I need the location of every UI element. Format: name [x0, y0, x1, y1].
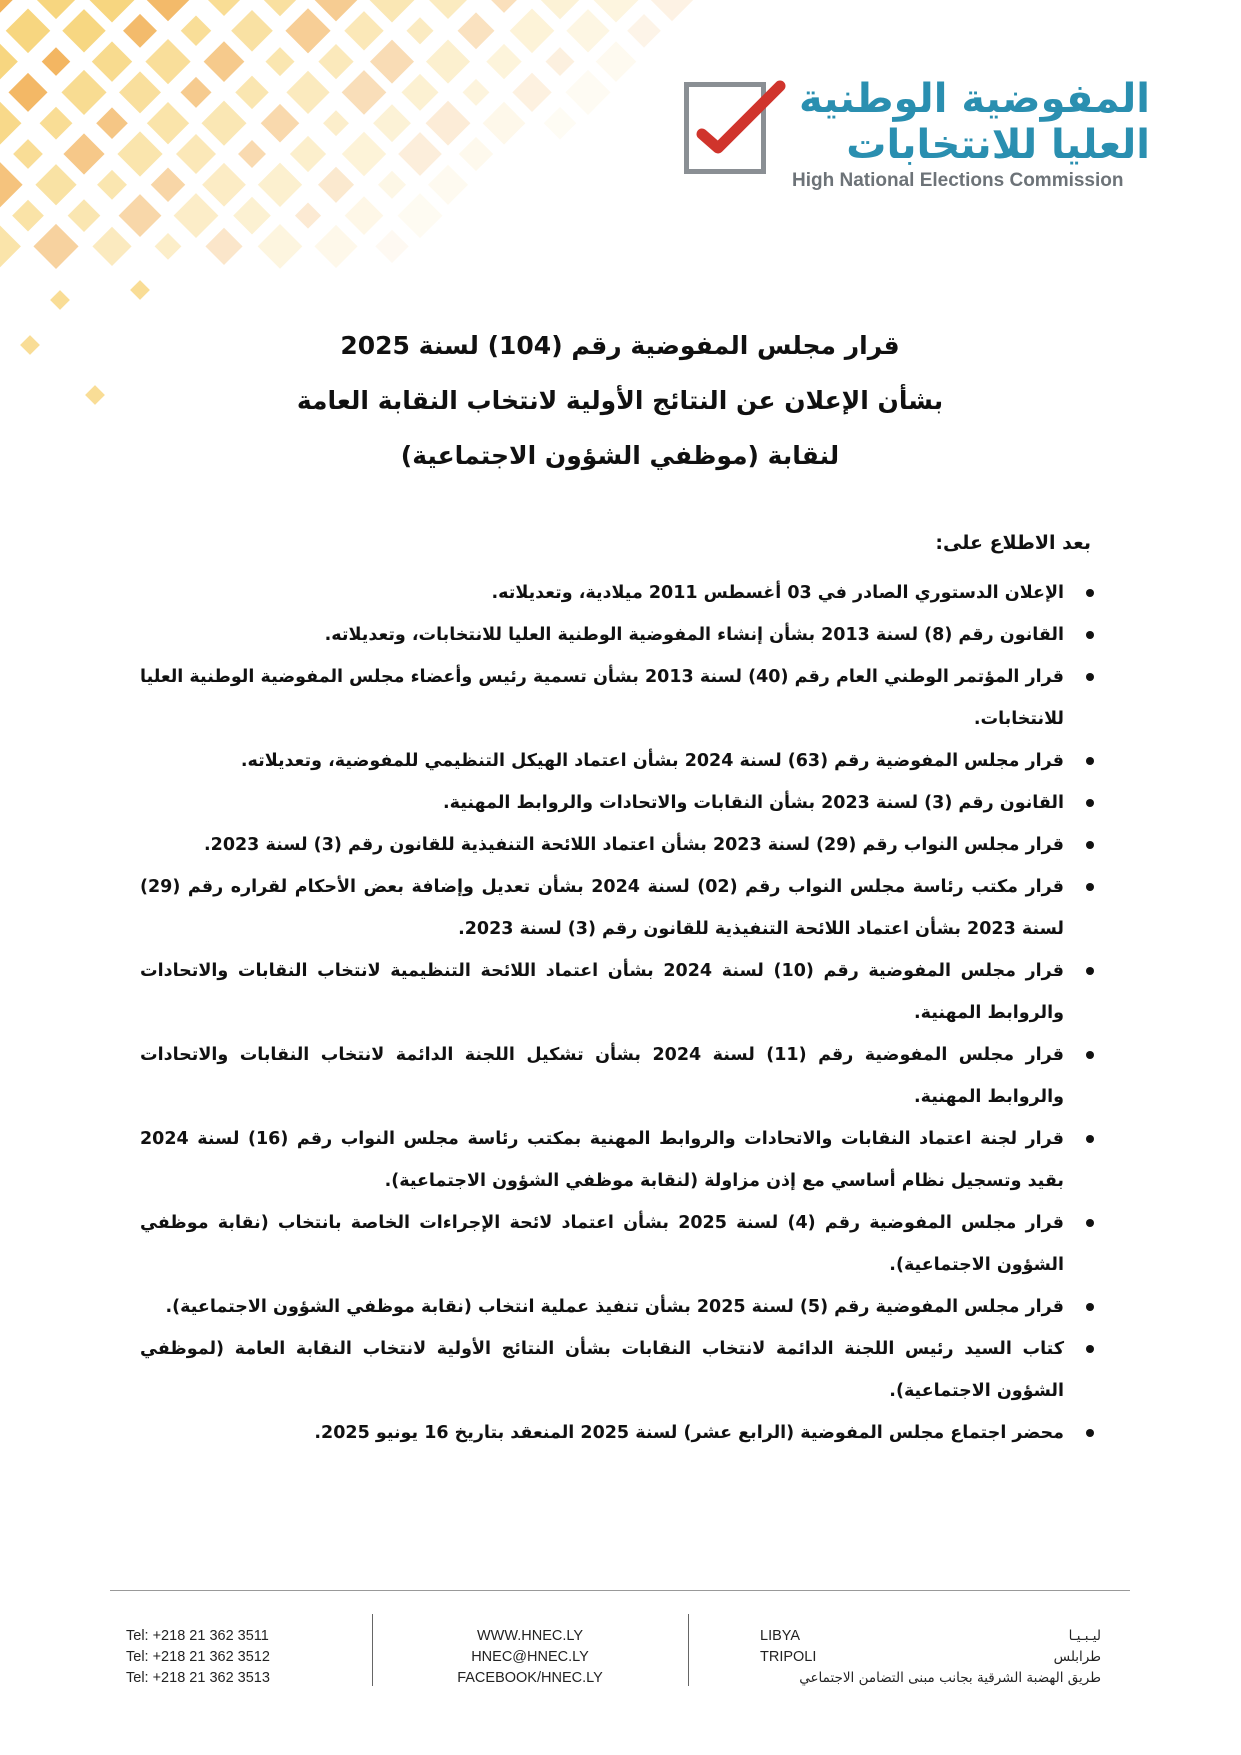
logo-english-name: High National Elections Commission: [792, 170, 1124, 191]
title-line-1: قرار مجلس المفوضية رقم (104) لسنة 2025: [340, 331, 900, 360]
decor-diamond: [130, 280, 150, 300]
website-link: WWW.HNEC.LY: [476, 1628, 584, 1644]
decor-diamond: [174, 193, 219, 238]
decor-diamond: [12, 200, 44, 232]
decor-diamond: [370, 0, 415, 22]
phone-number: Tel: +218 21 362 3513: [126, 1670, 270, 1686]
decor-diamond: [258, 163, 302, 207]
decor-diamond: [0, 162, 23, 207]
decor-diamond: [541, 0, 579, 19]
decor-diamond: [627, 14, 661, 48]
decor-diamond: [123, 14, 157, 48]
decor-diamond: [459, 137, 493, 171]
decor-diamond: [33, 224, 78, 269]
decor-diamond: [428, 165, 468, 205]
decor-diamond: [40, 107, 73, 140]
decor-diamond: [0, 225, 21, 267]
decor-diamond: [593, 0, 638, 23]
decor-diamond: [398, 132, 442, 176]
decor-diamond: [378, 171, 406, 199]
decor-diamond: [429, 0, 467, 19]
decor-diamond: [261, 104, 300, 143]
decor-diamond: [90, 0, 135, 22]
decor-diamond: [20, 335, 40, 355]
list-item: قرار مجلس المفوضية رقم (4) لسنة 2025 بشأن اعتماد لائحة الإجراءات الخاصة بانتخاب (نقابة موظفي الشؤون الاجتماعية).: [140, 1202, 1064, 1286]
decor-diamond: [0, 0, 13, 13]
title-line-3: لنقابة (موظفي الشؤون الاجتماعية): [400, 441, 840, 470]
decor-diamond: [181, 16, 212, 47]
address-country-ar: ليـبـيـا: [1068, 1628, 1101, 1644]
decor-diamond: [205, 228, 242, 265]
decor-diamond: [265, 47, 294, 76]
decor-diamond: [61, 70, 106, 115]
decor-diamond: [147, 102, 189, 144]
decor-diamond: [345, 196, 384, 235]
list-item: قرار مجلس النواب رقم (29) لسنة 2023 بشأن اعتماد اللائحة التنفيذية للقانون رقم (3) لسنة 2023.: [140, 824, 1064, 866]
hnec-logo: [680, 76, 1180, 196]
decor-diamond: [201, 101, 246, 146]
decor-diamond: [651, 0, 693, 21]
logo-line-1: المفوضية الوطنية: [799, 76, 1150, 122]
list-item: قرار مكتب رئاسة مجلس النواب رقم (02) لسنة 2024 بشأن تعديل وإضافة بعض الأحكام لقراره رقم (29) لسنة 2023 بشأن اعتماد اللائحة التنفيذية للقانون رقم (3) لسنة 2023.: [140, 866, 1064, 950]
decor-diamond: [344, 11, 383, 50]
decor-diamond: [318, 44, 353, 79]
decor-diamond: [544, 107, 577, 140]
decor-diamond: [318, 167, 354, 203]
decor-diamond: [286, 71, 329, 114]
decor-diamond: [314, 225, 357, 268]
decor-diamond: [546, 47, 575, 76]
address-city: TRIPOLI: [760, 1649, 817, 1665]
decor-diamond: [96, 107, 128, 139]
list-item: القانون رقم (3) لسنة 2023 بشأن النقابات والاتحادات والروابط المهنية.: [140, 782, 1064, 824]
decor-diamond: [342, 132, 386, 176]
decor-diamond: [315, 0, 358, 21]
decor-diamond: [596, 41, 637, 82]
footer-address-arabic: [799, 1626, 1101, 1689]
ballot-check-icon: [680, 76, 790, 176]
decor-diamond: [37, 0, 75, 19]
decor-diamond: [97, 170, 127, 200]
decor-diamond: [92, 227, 131, 266]
decor-diamond: [0, 44, 18, 80]
list-item: قرار مجلس المفوضية رقم (11) لسنة 2024 بشأن تشكيل اللجنة الدائمة لانتخاب النقابات والاتحادات والروابط المهنية.: [140, 1034, 1064, 1118]
decor-diamond: [42, 47, 71, 76]
decor-diamond: [62, 9, 105, 52]
decision-title: [200, 318, 1040, 483]
phone-number: Tel: +218 21 362 3512: [126, 1649, 270, 1665]
decor-diamond: [483, 102, 526, 145]
decor-diamond: [463, 79, 490, 106]
list-item: قرار مجلس المفوضية رقم (10) لسنة 2024 بشأن اعتماد اللائحة التنظيمية لانتخاب النقابات والاتحادات والروابط المهنية.: [140, 950, 1064, 1034]
address-country: LIBYA: [760, 1628, 801, 1644]
decor-diamond: [233, 197, 271, 235]
decor-diamond: [375, 230, 408, 263]
decor-diamond: [565, 70, 610, 115]
decor-diamond: [145, 39, 190, 84]
decor-diamond: [486, 44, 521, 79]
decor-diamond: [50, 290, 70, 310]
address-street-ar: طريق الهضبة الشرقية بجانب مبنى التضامن الاجتماعي: [799, 1670, 1101, 1686]
decor-diamond: [323, 110, 349, 136]
decor-diamond: [370, 40, 414, 84]
footer-phones: [126, 1626, 270, 1689]
list-item: كتاب السيد رئيس اللجنة الدائمة لانتخاب النقابات بشأن النتائج الأولية لانتخاب النقابة العامة (لموظفي الشؤون الاجتماعية).: [140, 1328, 1064, 1412]
decor-diamond: [397, 193, 442, 238]
decor-diamond: [512, 73, 551, 112]
decor-diamond: [401, 74, 438, 111]
decor-diamond: [8, 73, 47, 112]
decor-diamond: [285, 8, 330, 53]
decor-diamond: [204, 41, 245, 82]
logo-line-2: العليا للانتخابات: [846, 122, 1150, 168]
decor-diamond: [92, 41, 132, 81]
email-link: HNEC@HNEC.LY: [471, 1649, 589, 1665]
decor-diamond: [35, 164, 76, 205]
facebook-link: FACEBOOK/HNEC.LY: [457, 1670, 603, 1686]
title-line-2: بشأن الإعلان عن النتائج الأولية لانتخاب النقابة العامة: [296, 386, 944, 415]
list-item: محضر اجتماع مجلس المفوضية (الرابع عشر) لسنة 2025 المنعقد بتاريخ 16 يونيو 2025.: [140, 1412, 1064, 1454]
phone-number: Tel: +218 21 362 3511: [126, 1628, 269, 1644]
decor-diamond: [426, 101, 471, 146]
footer-separator: [688, 1614, 689, 1686]
preamble-intro: بعد الاطلاع على:: [935, 532, 1091, 554]
list-item: قرار مجلس المفوضية رقم (63) لسنة 2024 بشأن اعتماد الهيكل التنظيمي للمفوضية، وتعديلاته.: [140, 740, 1064, 782]
footer-separator: [372, 1614, 373, 1686]
footer-web: [420, 1626, 640, 1689]
list-item: الإعلان الدستوري الصادر في 03 أغسطس 2011 ميلادية، وتعديلاته.: [140, 572, 1064, 614]
decor-diamond: [0, 102, 21, 145]
list-item: قرار المؤتمر الوطني العام رقم (40) لسنة 2013 بشأن تسمية رئيس وأعضاء مجلس المفوضية الوطنية العليا للانتخابات.: [140, 656, 1064, 740]
decor-diamond: [119, 71, 161, 113]
decor-diamond: [491, 0, 517, 13]
decor-diamond: [342, 70, 387, 115]
decor-diamond: [13, 139, 43, 169]
list-item: قرار مجلس المفوضية رقم (5) لسنة 2025 بشأن تنفيذ عملية انتخاب (نقابة موظفي الشؤون الاجتماعية).: [140, 1286, 1064, 1328]
decor-diamond: [119, 194, 162, 237]
decor-diamond: [295, 203, 321, 229]
decor-diamond: [566, 9, 609, 52]
decor-diamond: [68, 199, 101, 232]
decor-diamond: [238, 140, 266, 168]
decor-diamond: [290, 136, 326, 172]
decor-diamond: [151, 168, 186, 203]
list-item: قرار لجنة اعتماد النقابات والاتحادات والروابط المهنية بمكتب رئاسة مجلس النواب رقم (16) لسنة 2024 بقيد وتسجيل نظام أساسي مع إذن مزاولة (لنقابة موظفي الشؤون الاجتماعية).: [140, 1118, 1064, 1202]
logo-arabic-name: [799, 76, 1150, 168]
decor-diamond: [117, 131, 162, 176]
decor-diamond: [406, 17, 433, 44]
references-list: [140, 572, 1102, 1454]
decor-diamond: [202, 163, 246, 207]
decor-diamond: [176, 134, 216, 174]
decor-diamond: [208, 0, 240, 16]
list-item: القانون رقم (8) لسنة 2013 بشأن إنشاء المفوضية الوطنية العليا للانتخابات، وتعديلاته.: [140, 614, 1064, 656]
decor-diamond: [147, 0, 190, 21]
decor-diamond: [373, 104, 411, 142]
footer-divider: [110, 1590, 1130, 1591]
decor-diamond: [458, 12, 495, 49]
decor-diamond: [155, 233, 182, 260]
decor-diamond: [258, 224, 303, 269]
address-city-ar: طرابلس: [1053, 1649, 1101, 1665]
decor-diamond: [85, 385, 105, 405]
decor-diamond: [181, 77, 212, 108]
decor-diamond: [63, 133, 104, 174]
decor-diamond: [426, 40, 470, 84]
decor-diamond: [264, 0, 296, 16]
decor-diamond: [510, 8, 555, 53]
decor-diamond: [6, 9, 51, 54]
decor-diamond: [235, 76, 268, 109]
decor-diamond: [231, 10, 273, 52]
